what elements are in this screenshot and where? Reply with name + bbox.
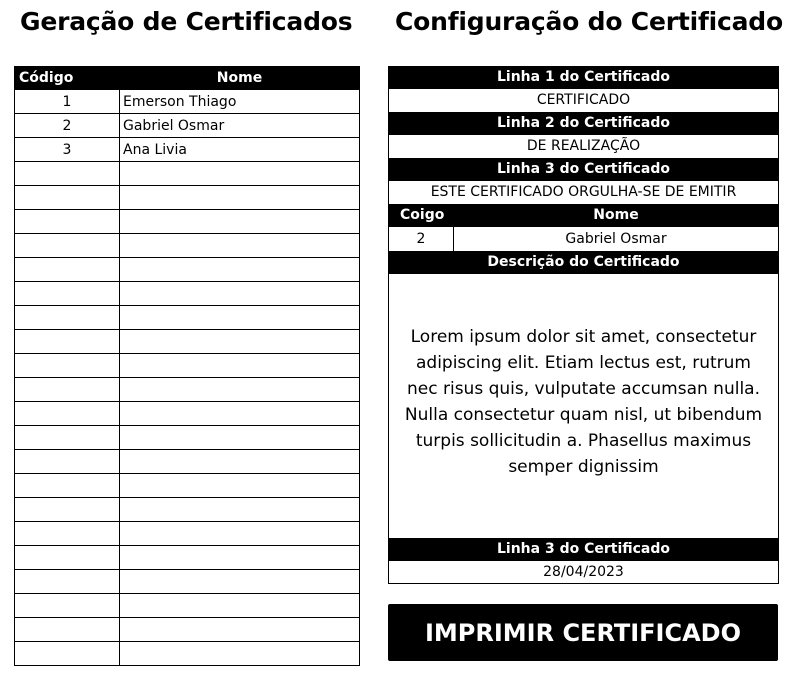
name-cell[interactable]: [120, 378, 360, 402]
code-cell[interactable]: [15, 642, 120, 666]
certificate-config-panel: [388, 66, 779, 584]
person-header-name: Nome: [593, 207, 639, 223]
name-cell[interactable]: Emerson Thiago: [120, 90, 360, 114]
table-row[interactable]: [15, 306, 360, 330]
description-label: Descrição do Certificado: [388, 251, 779, 274]
name-cell[interactable]: [120, 234, 360, 258]
table-row[interactable]: [15, 498, 360, 522]
name-cell[interactable]: [120, 618, 360, 642]
person-header-code: Coigo: [400, 207, 445, 223]
name-cell[interactable]: [120, 402, 360, 426]
code-cell[interactable]: [15, 234, 120, 258]
table-row[interactable]: [15, 378, 360, 402]
name-cell[interactable]: [120, 306, 360, 330]
page-title-right: Configuração do Certificado: [395, 7, 783, 36]
column-header-code: Código: [15, 67, 120, 90]
code-cell[interactable]: [15, 594, 120, 618]
name-cell[interactable]: [120, 186, 360, 210]
table-row[interactable]: [15, 234, 360, 258]
print-certificate-button[interactable]: IMPRIMIR CERTIFICADO: [388, 604, 778, 661]
line1-value[interactable]: CERTIFICADO: [388, 89, 779, 112]
name-cell[interactable]: [120, 330, 360, 354]
name-cell[interactable]: [120, 450, 360, 474]
code-cell[interactable]: [15, 186, 120, 210]
code-cell[interactable]: 1: [15, 90, 120, 114]
code-cell[interactable]: [15, 306, 120, 330]
table-row[interactable]: [15, 90, 360, 114]
description-box[interactable]: [388, 274, 779, 538]
name-cell[interactable]: [120, 162, 360, 186]
table-row[interactable]: [15, 402, 360, 426]
name-cell[interactable]: [120, 498, 360, 522]
table-row[interactable]: [15, 522, 360, 546]
table-row[interactable]: [15, 186, 360, 210]
table-row[interactable]: [15, 282, 360, 306]
line2-value[interactable]: DE REALIZAÇÃO: [388, 135, 779, 158]
table-row[interactable]: [15, 354, 360, 378]
name-cell[interactable]: Gabriel Osmar: [120, 114, 360, 138]
person-row: [388, 227, 779, 251]
name-cell[interactable]: [120, 474, 360, 498]
name-cell[interactable]: [120, 642, 360, 666]
code-cell[interactable]: [15, 522, 120, 546]
table-row[interactable]: [15, 546, 360, 570]
code-cell[interactable]: [15, 258, 120, 282]
name-cell[interactable]: Ana Livia: [120, 138, 360, 162]
code-cell[interactable]: [15, 162, 120, 186]
name-cell[interactable]: [120, 570, 360, 594]
table-row[interactable]: [15, 426, 360, 450]
code-cell[interactable]: [15, 498, 120, 522]
line3-value[interactable]: ESTE CERTIFICADO ORGULHA-SE DE EMITIR: [388, 181, 779, 204]
table-row[interactable]: [15, 210, 360, 234]
table-row[interactable]: [15, 138, 360, 162]
code-cell[interactable]: [15, 330, 120, 354]
page-title-left: Geração de Certificados: [20, 7, 353, 36]
person-code-cell[interactable]: 2: [389, 227, 454, 251]
table-row[interactable]: [15, 330, 360, 354]
code-cell[interactable]: [15, 570, 120, 594]
table-row[interactable]: [15, 474, 360, 498]
code-cell[interactable]: [15, 426, 120, 450]
names-table: [14, 66, 360, 666]
table-row[interactable]: [15, 594, 360, 618]
code-cell[interactable]: [15, 546, 120, 570]
table-row[interactable]: [15, 162, 360, 186]
code-cell[interactable]: 2: [15, 114, 120, 138]
name-cell[interactable]: [120, 426, 360, 450]
name-cell[interactable]: [120, 522, 360, 546]
code-cell[interactable]: [15, 618, 120, 642]
name-cell[interactable]: [120, 546, 360, 570]
code-cell[interactable]: [15, 354, 120, 378]
person-name-cell: Gabriel Osmar: [565, 231, 667, 247]
name-cell[interactable]: [120, 210, 360, 234]
name-cell[interactable]: [120, 258, 360, 282]
table-row[interactable]: [15, 258, 360, 282]
line1-label: Linha 1 do Certificado: [388, 66, 779, 89]
code-cell[interactable]: [15, 450, 120, 474]
table-header-row: [15, 67, 360, 90]
code-cell[interactable]: 3: [15, 138, 120, 162]
description-text: Lorem ipsum dolor sit amet, consectetur adipiscing elit. Etiam lectus est, rutrum nec risus quis, vulputate accumsan nulla. Nulla consectetur quam nisl, ut bibendum turpis sollicitudin a. Phasellus maximus semper dignissim: [404, 327, 763, 477]
person-header-row: [388, 204, 779, 227]
table-row[interactable]: [15, 114, 360, 138]
name-cell[interactable]: [120, 282, 360, 306]
line3-label: Linha 3 do Certificado: [388, 158, 779, 181]
code-cell[interactable]: [15, 402, 120, 426]
code-cell[interactable]: [15, 282, 120, 306]
column-header-name: Nome: [120, 67, 360, 90]
code-cell[interactable]: [15, 474, 120, 498]
code-cell[interactable]: [15, 210, 120, 234]
date-label: Linha 3 do Certificado: [388, 538, 779, 561]
name-cell[interactable]: [120, 354, 360, 378]
line2-label: Linha 2 do Certificado: [388, 112, 779, 135]
table-row[interactable]: [15, 618, 360, 642]
table-row[interactable]: [15, 642, 360, 666]
table-row[interactable]: [15, 570, 360, 594]
code-cell[interactable]: [15, 378, 120, 402]
table-row[interactable]: [15, 450, 360, 474]
name-cell[interactable]: [120, 594, 360, 618]
date-value[interactable]: 28/04/2023: [388, 561, 779, 584]
